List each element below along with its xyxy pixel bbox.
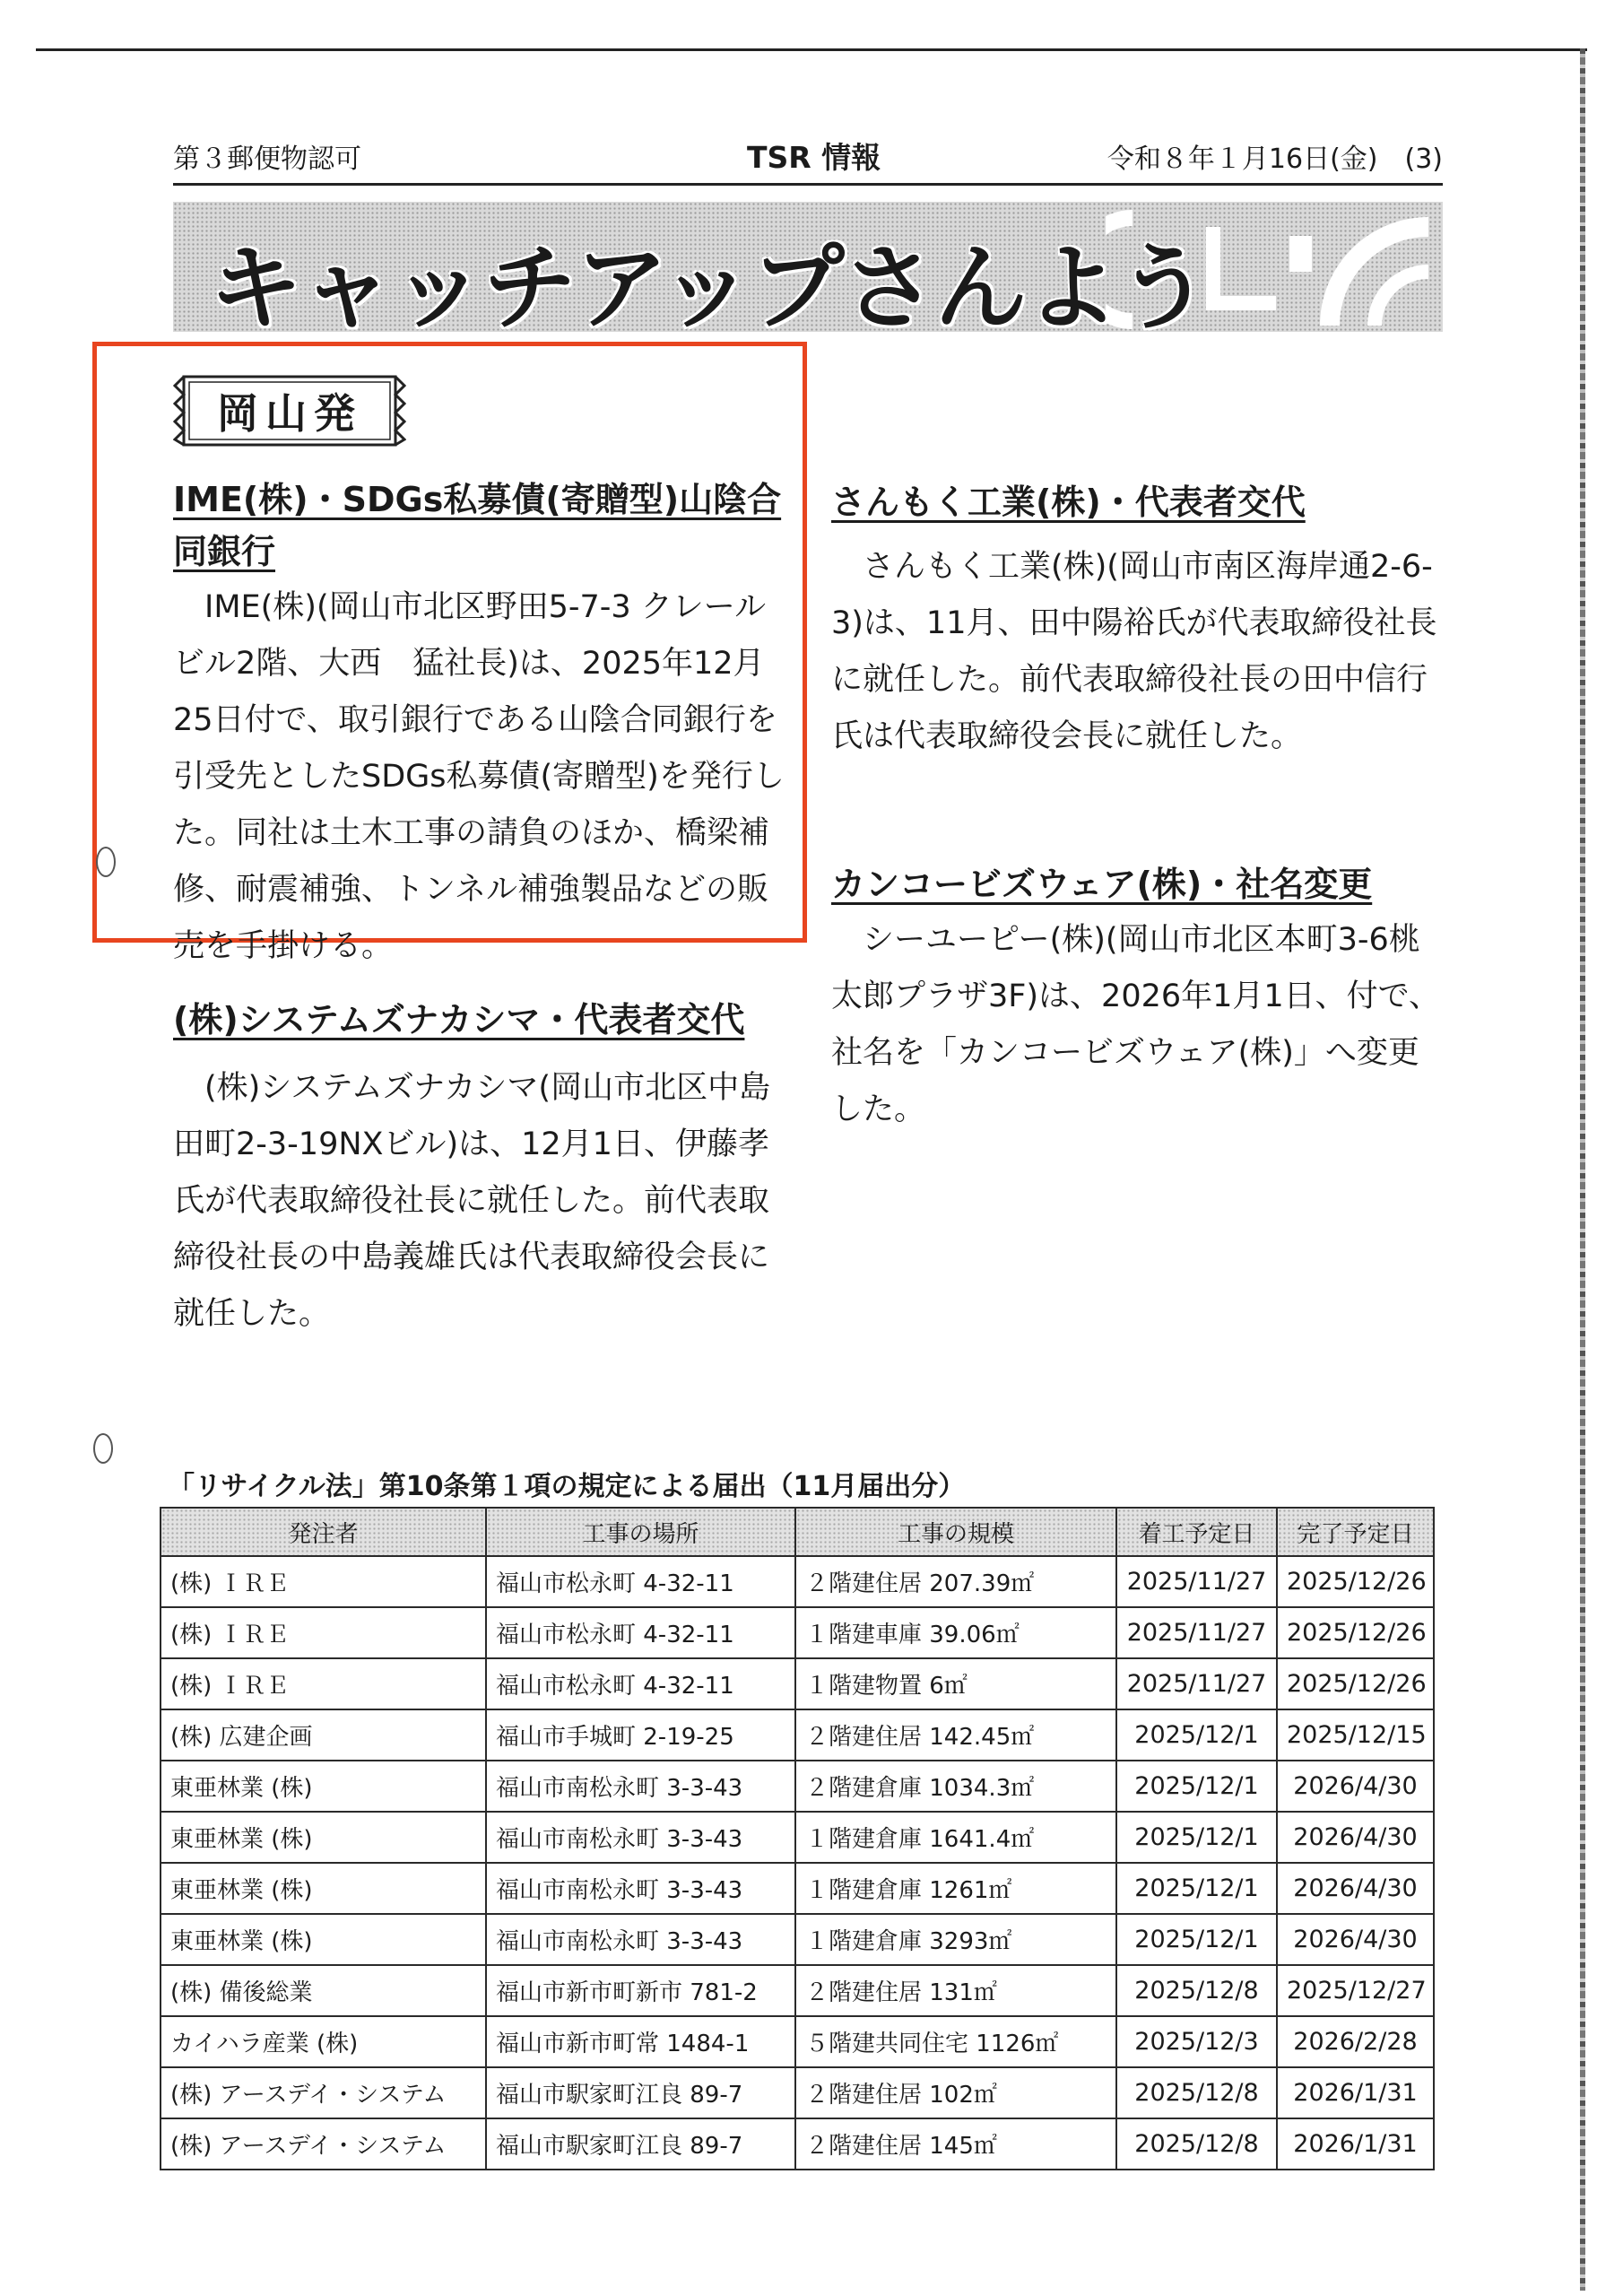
cell-location: 福山市松永町 4-32-11 [486, 1607, 795, 1658]
cell-location: 福山市新市町常 1484-1 [486, 2016, 795, 2067]
cell-start-date: 2025/12/1 [1116, 1863, 1277, 1914]
article-system-zunakashima-body: (株)システムズナカシマ(岡山市北区中島田町2-3-19NXビル)は、12月1日、伊藤孝氏が代表取締役社長に就任した。前代表取締役社長の中島義雄氏は代表取締役会長に就任した。 [173, 1070, 771, 1332]
cell-orderer: (株) ＩＲＥ [161, 1607, 486, 1658]
article-ime-body: IME(株)(岡山市北区野田5-7-3 クレールビル2階、大西 猛社長)は、2025年12月25日付で、取引銀行である山陰合同銀行を引受先としたSDGs私募債(寄贈型)を発行した。同社は土木工事の請負のほか、橋梁補修、耐震補強、トンネル補強製品などの販売を手掛ける。 [173, 589, 785, 964]
col-header-location: 工事の場所 [486, 1508, 795, 1556]
article-system-zunakashima-title: (株)システムズナカシマ・代表者交代 [173, 1000, 745, 1039]
table-row [161, 1556, 1434, 1607]
cell-scale: １階建倉庫 3293㎡ [795, 1914, 1116, 1965]
cell-start-date: 2025/11/27 [1116, 1556, 1277, 1607]
cell-scale: １階建物置 6㎡ [795, 1658, 1116, 1709]
cell-start-date: 2025/12/3 [1116, 2016, 1277, 2067]
article-sanmoku-title: さんもく工業(株)・代表者交代 [831, 483, 1306, 522]
cell-end-date: 2025/12/26 [1277, 1658, 1434, 1709]
cell-end-date: 2026/4/30 [1277, 1863, 1434, 1914]
table-caption: 「リサイクル法」第10条第１項の規定による届出（11月届出分） [168, 1471, 966, 1502]
cell-location: 福山市南松永町 3-3-43 [486, 1863, 795, 1914]
cell-end-date: 2025/12/27 [1277, 1965, 1434, 2016]
cell-start-date: 2025/12/1 [1116, 1914, 1277, 1965]
cell-orderer: (株) アースデイ・システム [161, 2118, 486, 2170]
cell-scale: １階建倉庫 1641.4㎡ [795, 1812, 1116, 1863]
col-header-start-date: 着工予定日 [1116, 1508, 1277, 1556]
cell-location: 福山市南松永町 3-3-43 [486, 1914, 795, 1965]
cell-location: 福山市手城町 2-19-25 [486, 1709, 795, 1761]
cell-end-date: 2026/4/30 [1277, 1761, 1434, 1812]
cell-end-date: 2025/12/26 [1277, 1556, 1434, 1607]
page-top-rule [36, 48, 1587, 51]
article-sanmoku [831, 476, 1441, 765]
origin-label: 岡山発 [217, 389, 362, 438]
table-row [161, 1812, 1434, 1863]
col-header-end-date: 完了予定日 [1277, 1508, 1434, 1556]
cell-scale: １階建倉庫 1261㎡ [795, 1863, 1116, 1914]
table-row [161, 1761, 1434, 1812]
cell-orderer: (株) アースデイ・システム [161, 2067, 486, 2118]
issue-date: 令和８年１月16日(金) (3) [1107, 144, 1443, 175]
cell-location: 福山市駅家町江良 89-7 [486, 2067, 795, 2118]
table-row [161, 2016, 1434, 2067]
cell-location: 福山市松永町 4-32-11 [486, 1556, 795, 1607]
recycle-notification-table [160, 1507, 1435, 2170]
cell-orderer: (株) 備後総業 [161, 1965, 486, 2016]
article-kancobizware [831, 858, 1441, 1138]
table-row [161, 1914, 1434, 1965]
publication-name: TSR 情報 [747, 140, 881, 175]
cell-start-date: 2025/12/8 [1116, 1965, 1277, 2016]
col-header-orderer: 発注者 [161, 1508, 486, 1556]
cell-orderer: (株) ＩＲＥ [161, 1658, 486, 1709]
cell-orderer: 東亜林業 (株) [161, 1761, 486, 1812]
cell-end-date: 2026/4/30 [1277, 1914, 1434, 1965]
cell-end-date: 2025/12/26 [1277, 1607, 1434, 1658]
cell-start-date: 2025/12/1 [1116, 1761, 1277, 1812]
cell-start-date: 2025/12/8 [1116, 2067, 1277, 2118]
banner-decoration-icon [1106, 209, 1437, 330]
table-row [161, 1658, 1434, 1709]
article-ime [173, 474, 792, 975]
header-rule [173, 183, 1443, 186]
section-banner [173, 202, 1443, 332]
cell-end-date: 2026/4/30 [1277, 1812, 1434, 1863]
punch-hole-icon [93, 1433, 113, 1464]
cell-location: 福山市南松永町 3-3-43 [486, 1761, 795, 1812]
col-header-scale: 工事の規模 [795, 1508, 1116, 1556]
cell-location: 福山市駅家町江良 89-7 [486, 2118, 795, 2170]
article-ime-title: IME(株)・SDGs私募債(寄贈型)山陰合同銀行 [173, 480, 782, 571]
cell-scale: ２階建住居 102㎡ [795, 2067, 1116, 2118]
cell-scale: ２階建住居 207.39㎡ [795, 1556, 1116, 1607]
cell-location: 福山市南松永町 3-3-43 [486, 1812, 795, 1863]
table-row [161, 1709, 1434, 1761]
table-row [161, 1863, 1434, 1914]
postal-permit: 第３郵便物認可 [173, 144, 361, 175]
cell-scale: ２階建住居 145㎡ [795, 2118, 1116, 2170]
article-system-zunakashima [173, 994, 792, 1343]
cell-orderer: 東亜林業 (株) [161, 1863, 486, 1914]
cell-orderer: 東亜林業 (株) [161, 1812, 486, 1863]
cell-scale: ２階建住居 131㎡ [795, 1965, 1116, 2016]
cell-location: 福山市新市町新市 781-2 [486, 1965, 795, 2016]
banner-title: キャッチアップさんよう [209, 233, 1209, 332]
table-row [161, 2118, 1434, 2170]
article-kancobizware-title: カンコービズウェア(株)・社名変更 [831, 865, 1373, 904]
cell-location: 福山市松永町 4-32-11 [486, 1658, 795, 1709]
cell-start-date: 2025/11/27 [1116, 1607, 1277, 1658]
cell-scale: ２階建住居 142.45㎡ [795, 1709, 1116, 1761]
newsletter-header [173, 136, 1443, 181]
cell-orderer: カイハラ産業 (株) [161, 2016, 486, 2067]
cell-start-date: 2025/12/8 [1116, 2118, 1277, 2170]
cell-scale: １階建車庫 39.06㎡ [795, 1607, 1116, 1658]
cell-scale: ２階建倉庫 1034.3㎡ [795, 1761, 1116, 1812]
scan-edge [1580, 48, 1585, 2291]
table-row [161, 1965, 1434, 2016]
cell-start-date: 2025/12/1 [1116, 1812, 1277, 1863]
cell-scale: ５階建共同住宅 1126㎡ [795, 2016, 1116, 2067]
article-sanmoku-body: さんもく工業(株)(岡山市南区海岸通2-6-3)は、11月、田中陽裕氏が代表取締役社長に就任した。前代表取締役社長の田中信行氏は代表取締役会長に就任した。 [831, 549, 1437, 754]
cell-start-date: 2025/12/1 [1116, 1709, 1277, 1761]
cell-orderer: 東亜林業 (株) [161, 1914, 486, 1965]
cell-end-date: 2026/1/31 [1277, 2067, 1434, 2118]
cell-orderer: (株) ＩＲＥ [161, 1556, 486, 1607]
cell-start-date: 2025/11/27 [1116, 1658, 1277, 1709]
cell-end-date: 2026/2/28 [1277, 2016, 1434, 2067]
table-row [161, 1607, 1434, 1658]
table-header-row [161, 1508, 1434, 1556]
table-row [161, 2067, 1434, 2118]
cell-end-date: 2026/1/31 [1277, 2118, 1434, 2170]
cell-end-date: 2025/12/15 [1277, 1709, 1434, 1761]
cell-orderer: (株) 広建企画 [161, 1709, 486, 1761]
punch-hole-icon [96, 847, 116, 877]
article-kancobizware-body: シーユーピー(株)(岡山市北区本町3-6桃太郎プラザ3F)は、2026年1月1日、付で、社名を「カンコービズウェア(株)」へ変更した。 [831, 922, 1440, 1127]
origin-badge [173, 373, 406, 448]
